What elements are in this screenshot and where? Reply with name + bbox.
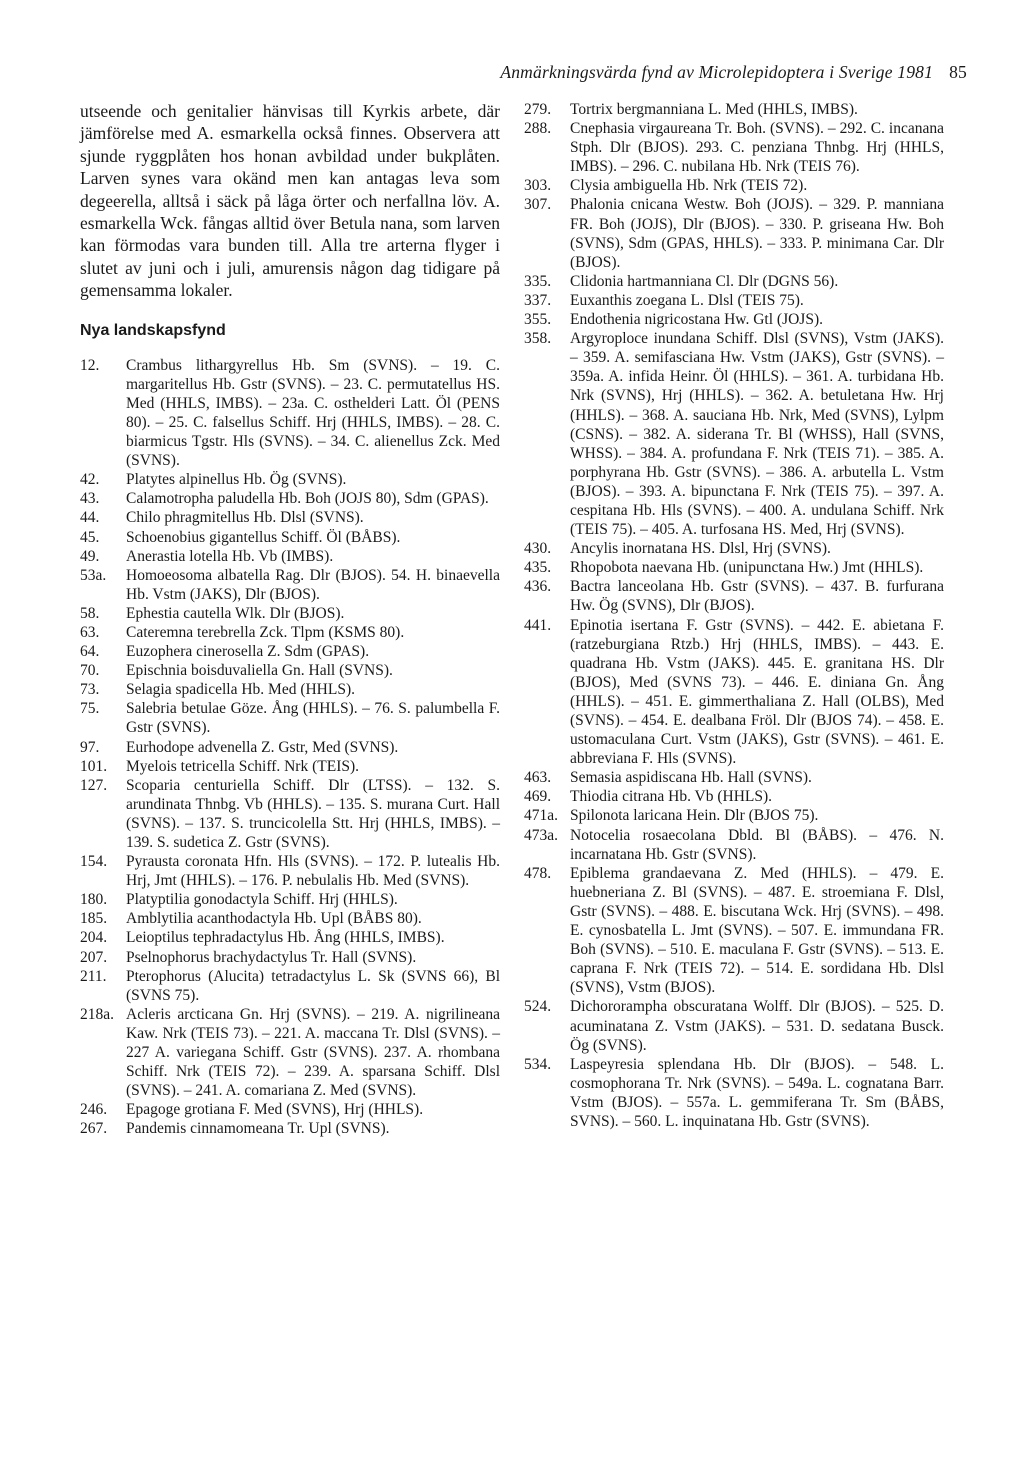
entry-text: Myelois tetricella Schiff. Nrk (TEIS). [126,757,360,775]
section-heading: Nya landskapsfynd [80,321,226,339]
list-item [524,997,944,1054]
entry-number: 45. [80,528,100,546]
entry-number: 12. [80,356,100,374]
entry-number: 267. [80,1120,108,1138]
list-item [80,852,500,890]
list-item [80,547,500,566]
right-column [524,100,944,1131]
entry-number: 127. [80,776,108,794]
list-item [524,119,944,176]
list-item [80,623,500,642]
list-item [524,539,944,558]
entry-number: 207. [80,948,108,966]
entry-number: 211. [80,967,107,985]
entry-number: 180. [80,891,108,909]
entry-number: 279. [524,101,552,118]
list-item [524,806,944,825]
entry-number: 430. [524,540,552,558]
entry-text: Amblytilia acanthodactyla Hb. Upl (BÅBS 80). [126,910,422,928]
entry-number: 478. [524,864,552,882]
entry-number: 49. [80,547,100,565]
entry-number: 75. [80,700,100,718]
list-item [80,661,500,680]
entry-number: 524. [524,998,552,1016]
entry-text: Clysia ambiguella Hb. Nrk (TEIS 72). [570,177,808,195]
list-item [524,787,944,806]
list-item [80,928,500,947]
list-item [524,1055,944,1131]
entry-number: 473a. [524,826,559,844]
list-item [80,470,500,489]
entry-number: 435. [524,559,552,577]
list-item [524,272,944,291]
entry-text: Epagoge grotiana F. Med (SVNS), Hrj (HHLS). [126,1101,424,1119]
entry-text: Phalonia cnicana Westw. Boh (JOJS). – 329. P. manniana FR. Boh (JOJS), Dlr (BJOS). – 330. P. griseana Hw. Boh (SVNS), Sdm (GPAS, HHLS). – 333. P. minimana Car. Dlr (BJOS). [570,196,944,271]
entry-text: Schoenobius gigantellus Schiff. Öl (BÅBS). [126,528,401,546]
entry-number: 463. [524,769,552,787]
entry-text: Epinotia isertana F. Gstr (SVNS). – 442. E. abietana F. (ratzeburgiana Rtzb.) Hrj (HHLS, IMBS). – 443. E. quadrana Hb. Vstm (JAKS). 445. E. granitana HS. Dlr (BJOS), Med (SVNS 73). – 446. E. diniana Gn. Ång (HHLS). – 451. E. gimmerthaliana Z. Hall (OLBS), Med (SVNS). – 454. E. dealbana Fröl. Dlr (BJOS 74). – 458. E. ustomaculana Curt. Vstm (JAKS), Gstr (SVNS). – 461. E. abbreviana F. Hls (SVNS). [570,616,944,768]
entry-number: 307. [524,196,552,214]
entry-number: 154. [80,853,108,871]
entry-number: 469. [524,788,552,806]
list-item [80,776,500,852]
list-item [524,329,944,539]
list-item [524,195,944,271]
list-item [80,528,500,547]
entry-text: Cateremna terebrella Zck. Tlpm (KSMS 80). [126,623,405,641]
page-number: 85 [949,62,967,82]
entry-number: 185. [80,910,108,928]
entry-number: 246. [80,1101,108,1119]
entry-number: 101. [80,757,108,775]
list-item [80,356,500,471]
list-item [524,768,944,787]
entry-text: Leioptilus tephradactylus Hb. Ång (HHLS, IMBS). [126,929,445,947]
entry-text: Salebria betulae Göze. Ång (HHLS). – 76. S. palumbella F. Gstr (SVNS). [126,700,500,737]
list-item [80,680,500,699]
entry-text: Pterophorus (Alucita) tetradactylus L. Sk (SVNS 66), Bl (SVNS 75). [126,967,500,1004]
entry-text: Tortrix bergmanniana L. Med (HHLS, IMBS). [570,101,858,118]
entry-text: Ancylis inornatana HS. Dlsl, Hrj (SVNS). [570,540,831,558]
list-item [80,909,500,928]
entry-text: Endothenia nigricostana Hw. Gtl (JOJS). [570,311,823,329]
list-item [524,826,944,864]
entry-text: Bactra lanceolana Hb. Gstr (SVNS). – 437. B. furfurana Hw. Ög (SVNS), Dlr (BJOS). [570,578,944,615]
list-item [524,616,944,769]
entry-text: Pselnophorus brachydactylus Tr. Hall (SVNS). [126,948,417,966]
entry-number: 64. [80,643,100,661]
entry-number: 58. [80,604,100,622]
entry-text: Cnephasia virgaureana Tr. Boh. (SVNS). – 292. C. incanana Stph. Dlr (BJOS). 293. C. penziana Thnbg. Hrj (HHLS, IMBS). – 296. C. nubilana Hb. Nrk (TEIS 76). [570,120,944,176]
entry-text: Platyptilia gonodactyla Schiff. Hrj (HHLS). [126,891,398,909]
entry-number: 534. [524,1055,552,1073]
entry-number: 97. [80,738,100,756]
list-item [80,1119,500,1138]
entry-text: Euxanthis zoegana L. Dlsl (TEIS 75). [570,291,804,309]
entry-text: Homoeosoma albatella Rag. Dlr (BJOS). 54. H. binaevella Hb. Vstm (JAKS), Dlr (BJOS). [126,566,500,603]
entry-text: Epiblema grandaevana Z. Med (HHLS). – 479. E. huebneriana Z. Bl (SVNS). – 487. E. stroemiana F. Dlsl, Gstr (SVNS). – 488. E. biscutana Wck. Hrj (SVNS). – 498. E. cynosbatella L. Jmt (SVNS). – 507. E. immundana FR. Boh (SVNS). – 510. E. maculana F. Gstr (SVNS). – 513. E. caprana F. Nrk (TEIS 72). – 514. E. sordidana Hb. Dlsl (SVNS), Vstm (BJOS). [570,864,944,997]
entry-text: Spilonota laricana Hein. Dlr (BJOS 75). [570,807,819,825]
entry-text: Crambus lithargyrellus Hb. Sm (SVNS). – 19. C. margaritellus Hb. Gstr (SVNS). – 23. C. permutatellus HS. Med (HHLS, IMBS). – 23a. C. osthelderi Latt. Öl (PENS 80). – 25. C. falsellus Schiff. Hrj (HHLS, IMBS). – 28. C. biarmicus Tgstr. Hls (SVNS). – 34. C. alienellus Zck. Med (SVNS). [126,356,500,470]
list-item [80,1100,500,1119]
entry-text: Semasia aspidiscana Hb. Hall (SVNS). [570,769,812,787]
list-item [524,577,944,615]
right-entry-list [524,100,944,1131]
entry-number: 471a. [524,807,559,825]
entry-number: 70. [80,662,100,680]
entry-number: 288. [524,120,552,138]
entry-text: Ephestia cautella Wlk. Dlr (BJOS). [126,604,345,622]
list-item [524,558,944,577]
entry-text: Notocelia rosaecolana Dbld. Bl (BÅBS). – 476. N. incarnatana Hb. Gstr (SVNS). [570,826,944,863]
entry-text: Anerastia lotella Hb. Vb (IMBS). [126,547,334,565]
running-header [375,62,967,83]
entry-text: Laspeyresia splendana Hb. Dlr (BJOS). – 548. L. cosmophorana Tr. Nrk (SVNS). – 549a. L. cognatana Barr. Vstm (BJOS). – 557a. L. gemmiferana Tr. Sm (BÅBS, SVNS). – 560. L. inquinatana Hb. Gstr (SVNS). [570,1055,944,1130]
entry-number: 337. [524,291,552,309]
entry-number: 53a. [80,566,107,584]
left-column [80,100,500,1139]
entry-text: Pyrausta coronata Hfn. Hls (SVNS). – 172. P. lutealis Hb. Hrj, Jmt (HHLS). – 176. P. nebulalis Hb. Med (SVNS). [126,853,500,890]
running-title: Anmärkningsvärda fynd av Microlepidoptera i Sverige 1981 [500,62,934,82]
entry-number: 436. [524,578,552,596]
list-item [80,566,500,604]
list-item [80,948,500,967]
entry-number: 44. [80,509,100,527]
list-item [80,508,500,527]
intro-paragraph: utseende och genitalier hänvisas till Kyrkis arbete, där jämförelse med A. esmarkella också finnes. Observera att sjunde ryggplåten hos honan avbildad under bukplåten. Larven synes vara okänd men kan antagas leva som degeerella, alltså i säck på låga örter och nerfallna löv. A. esmarkella Wck. fångas alltid över Betula nana, som larven kan förmodas vara bunden till. Alla tre arterna flyger i slutet av juni och i juli, amurensis någon dag tidigare på gemensamma lokaler. [80,101,500,301]
entry-number: 441. [524,616,552,634]
entry-number: 335. [524,272,552,290]
list-item [524,310,944,329]
entry-number: 73. [80,681,100,699]
list-item [524,100,944,119]
entry-text: Thiodia citrana Hb. Vb (HHLS). [570,788,773,806]
entry-text: Dichororampha obscuratana Wolff. Dlr (BJOS). – 525. D. acuminatana Z. Vstm (JAKS). – 531. D. sedatana Busck. Ög (SVNS). [570,998,944,1054]
list-item [524,176,944,195]
entry-text: Chilo phragmitellus Hb. Dlsl (SVNS). [126,509,364,527]
list-item [80,642,500,661]
entry-text: Clidonia hartmanniana Cl. Dlr (DGNS 56). [570,272,839,290]
entry-number: 204. [80,929,108,947]
list-item [524,291,944,310]
entry-number: 303. [524,177,552,195]
entry-number: 63. [80,623,100,641]
entry-text: Argyroploce inundana Schiff. Dlsl (SVNS), Vstm (JAKS). – 359. A. semifasciana Hw. Vstm (JAKS), Gstr (SVNS). – 359a. A. infida Heinr. Öl (HHLS). – 361. A. turbidana Hb. Nrk (SVNS), Hrj (HHLS). – 362. A. betuletana Hw. Hrj (HHLS). – 368. A. sauciana Hb. Nrk, Med (SVNS), Lylpm (CSNS). – 382. A. siderana Tr. Bl (WHSS), Hall (SVNS, WHSS). – 384. A. profundana F. Nrk (TEIS 71). – 385. A. porphyrana Hb. Gstr (SVNS). – 386. A. arbutella L. Vstm (BJOS). – 393. A. bipunctana F. Nrk (TEIS 75). – 397. A. cespitana Hb. Hls (SVNS). – 400. A. undulana Schiff. Nrk (TEIS 75). – 405. A. turfosana HS. Med, Hrj (SVNS). [570,330,944,539]
list-item [80,738,500,757]
list-item [80,890,500,909]
entry-number: 42. [80,471,100,489]
entry-text: Scoparia centuriella Schiff. Dlr (LTSS). – 132. S. arundinata Thnbg. Vb (HHLS). – 135. S. murana Curt. Hall (SVNS). – 137. S. truncicolella Stt. Hrj (HHLS, IMBS). – 139. S. sudetica Z. Gstr (SVNS). [126,776,500,851]
left-entry-list [80,356,500,1139]
entry-text: Rhopobota naevana Hb. (unipunctana Hw.) Jmt (HHLS). [570,559,924,577]
entry-text: Acleris arcticana Gn. Hrj (SVNS). – 219. A. nigrilineana Kaw. Nrk (TEIS 73). – 221. A. maccana Tr. Dlsl (SVNS). – 227 A. variegana Schiff. Gstr (SVNS). 237. A. rhombana Schiff. Nrk (TEIS 72). – 239. A. sparsana Schiff. Dlsl (SVNS). – 241. A. comariana Z. Med (SVNS). [126,1005,500,1100]
entry-number: 43. [80,490,100,508]
list-item [80,967,500,1005]
list-item [80,489,500,508]
entry-number: 358. [524,330,552,348]
list-item [80,604,500,623]
entry-number: 355. [524,311,552,329]
entry-text: Eurhodope advenella Z. Gstr, Med (SVNS). [126,738,399,756]
list-item [80,1005,500,1100]
list-item [524,864,944,998]
entry-text: Calamotropha paludella Hb. Boh (JOJS 80), Sdm (GPAS). [126,490,489,508]
entry-text: Selagia spadicella Hb. Med (HHLS). [126,681,355,699]
entry-number: 218a. [80,1005,115,1023]
list-item [80,757,500,776]
list-item [80,699,500,737]
entry-text: Epischnia boisduvaliella Gn. Hall (SVNS). [126,662,393,680]
entry-text: Platytes alpinellus Hb. Ög (SVNS). [126,471,347,489]
entry-text: Pandemis cinnamomeana Tr. Upl (SVNS). [126,1120,390,1138]
entry-text: Euzophera cinerosella Z. Sdm (GPAS). [126,643,370,661]
